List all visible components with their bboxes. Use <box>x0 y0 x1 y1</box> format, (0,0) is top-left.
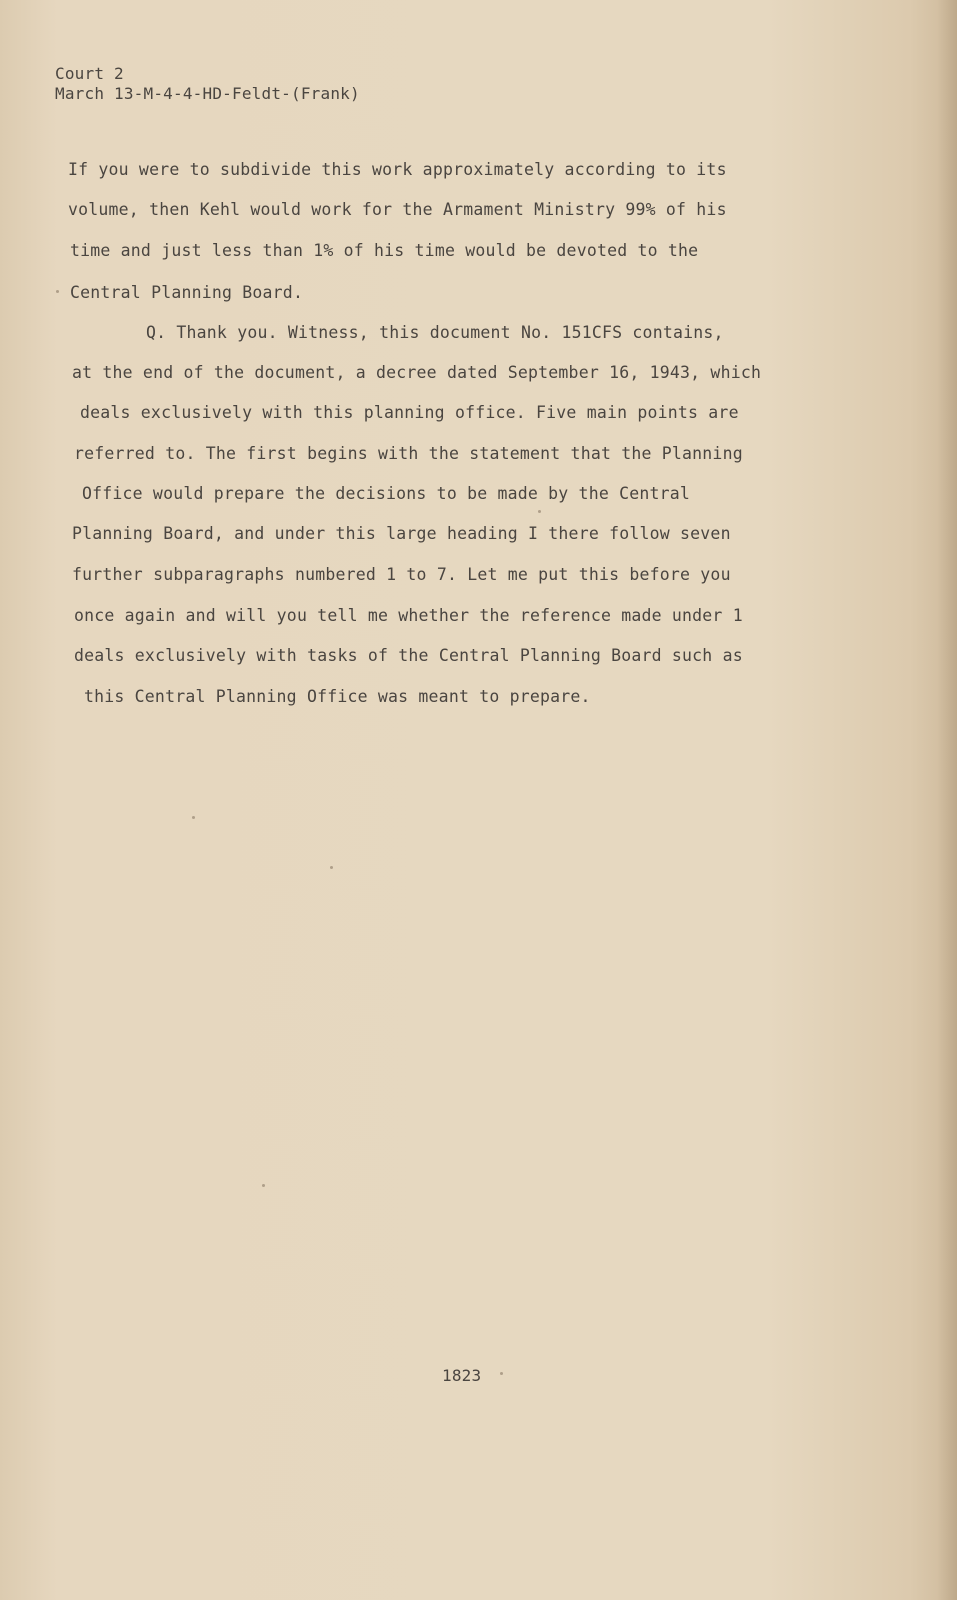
header-court: Court 2 <box>55 64 124 83</box>
page-edge-shadow <box>937 0 957 1600</box>
body-line-8: referred to. The first begins with the statement that the Planning <box>74 444 743 463</box>
paper-speck <box>538 510 541 513</box>
body-line-14: this Central Planning Office was meant to prepare. <box>84 687 591 706</box>
body-line-12: once again and will you tell me whether the reference made under 1 <box>74 606 743 625</box>
header-session: March 13-M-4-4-HD-Feldt-(Frank) <box>55 84 360 103</box>
body-line-4: Central Planning Board. <box>70 283 304 302</box>
body-line-11: further subparagraphs numbered 1 to 7. Let me put this before you <box>72 565 731 584</box>
body-line-6: at the end of the document, a decree dated September 16, 1943, which <box>72 363 762 382</box>
body-line-7: deals exclusively with this planning office. Five main points are <box>80 403 739 422</box>
body-line-9: Office would prepare the decisions to be made by the Central <box>82 484 691 503</box>
body-line-3: time and just less than 1% of his time would be devoted to the <box>70 241 699 260</box>
page-number: 1823 <box>442 1366 482 1385</box>
paper-speck <box>330 866 333 869</box>
body-line-1: If you were to subdivide this work approximately according to its <box>68 160 727 179</box>
paper-speck <box>56 290 59 293</box>
paper-speck <box>192 816 195 819</box>
body-line-2: volume, then Kehl would work for the Armament Ministry 99% of his <box>68 200 727 219</box>
paper-speck <box>262 1184 265 1187</box>
body-line-5: Q. Thank you. Witness, this document No. 151CFS contains, <box>146 323 724 342</box>
body-line-13: deals exclusively with tasks of the Central Planning Board such as <box>74 646 743 665</box>
body-line-10: Planning Board, and under this large heading I there follow seven <box>72 524 731 543</box>
paper-speck <box>500 1372 503 1375</box>
